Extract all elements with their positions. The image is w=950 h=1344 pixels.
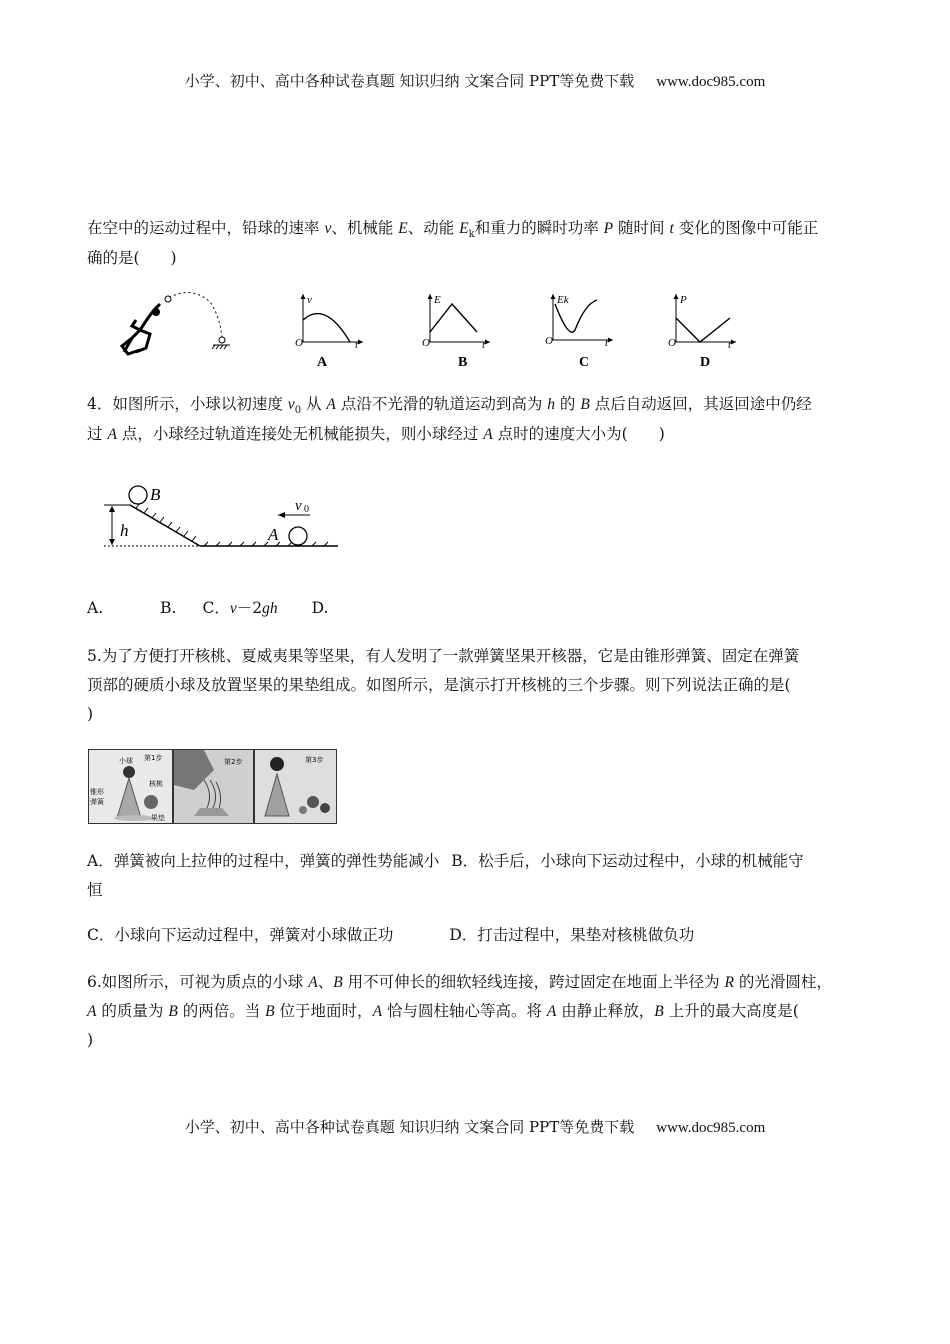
photo-step3 bbox=[254, 749, 337, 824]
shot-top bbox=[165, 296, 171, 302]
svg-text:核桃: 核桃 bbox=[149, 780, 163, 788]
q6-line1: 6.如图所示，可视为质点的小球 A、B 用不可伸长的细软轻线连接，跨过固定在地面上半径为 R 的光滑圆柱， bbox=[87, 973, 832, 991]
svg-text:v: v bbox=[307, 294, 312, 306]
svg-text:O: O bbox=[668, 337, 676, 349]
ball-b bbox=[129, 486, 147, 504]
svg-text:B: B bbox=[458, 355, 468, 370]
svg-text:弹簧: 弹簧 bbox=[90, 798, 104, 806]
photo-step2 bbox=[173, 749, 254, 824]
svg-text:t: t bbox=[355, 339, 359, 351]
q5-line3: ) bbox=[87, 705, 94, 723]
trajectory bbox=[165, 292, 222, 338]
svg-text:O: O bbox=[545, 335, 553, 347]
q4-options: A. B. C．v－2gh D. bbox=[87, 599, 329, 617]
svg-text:v: v bbox=[295, 498, 302, 514]
svg-text:A: A bbox=[317, 355, 328, 370]
q5-line2: 顶部的硬质小球及放置坚果的果垫组成。如图所示，是演示打开核桃的三个步骤。则下列说法正确的是( bbox=[87, 676, 791, 694]
q6-line2: A 的质量为 B 的两倍。当 B 位于地面时，A 恰与圆柱轴心等高。将 A 由静止释放，B 上升的最大高度是( bbox=[87, 1002, 799, 1020]
svg-text:果垫: 果垫 bbox=[151, 814, 165, 822]
page-footer bbox=[0, 1116, 950, 1137]
q5-option-b-cont: 恒 bbox=[87, 881, 103, 899]
q3-line1: 在空中的运动过程中，铅球的速率 v、机械能 E、动能 $E_k$和重力的瞬时功率 P 随时间 t 变化的图像中可能正 bbox=[87, 219, 819, 241]
svg-text:O: O bbox=[422, 337, 430, 349]
header-text: 小学、初中、高中各种试卷真题 知识归纳 文案合同 PPT等免费下载 bbox=[184, 72, 635, 90]
footer-text: 小学、初中、高中各种试卷真题 知识归纳 文案合同 PPT等免费下载 bbox=[184, 1118, 635, 1136]
svg-text:第2步: 第2步 bbox=[224, 758, 243, 766]
page-header bbox=[0, 70, 950, 91]
svg-text:t: t bbox=[605, 337, 609, 349]
svg-text:C: C bbox=[579, 355, 590, 370]
graph-b bbox=[422, 294, 490, 370]
svg-text:t: t bbox=[482, 339, 486, 351]
footer-url[interactable]: www.doc985.com bbox=[656, 1120, 766, 1136]
q5-options-cd: C．小球向下运动过程中，弹簧对小球做正功 D．打击过程中，果垫对核桃做负功 bbox=[87, 926, 695, 944]
photo-step1 bbox=[88, 749, 173, 824]
svg-text:h: h bbox=[120, 521, 129, 540]
svg-text:小球: 小球 bbox=[119, 757, 133, 765]
q3-line2: 确的是( ) bbox=[87, 249, 177, 267]
header-url[interactable]: www.doc985.com bbox=[656, 74, 766, 90]
athlete-figure bbox=[122, 304, 160, 354]
q6-line3: ) bbox=[87, 1031, 94, 1049]
svg-text:锥形: 锥形 bbox=[90, 788, 104, 796]
graph-c bbox=[545, 294, 613, 370]
shot-bottom bbox=[219, 337, 225, 343]
q4-line1: 4．如图所示，小球以初速度 $v_0$ 从 A 点沿不光滑的轨道运动到高为 h 的 B 点后自动返回，其返回途中仍经 bbox=[87, 395, 812, 417]
svg-text:O: O bbox=[295, 337, 303, 349]
svg-text:0: 0 bbox=[304, 504, 309, 515]
q4-figure bbox=[100, 480, 350, 555]
svg-text:Ek: Ek bbox=[557, 294, 569, 306]
ball-a bbox=[289, 527, 307, 545]
q5-options-ab: A．弹簧被向上拉伸的过程中，弹簧的弹性势能减小 B．松手后，小球向下运动过程中，小球的机械能守 bbox=[87, 852, 804, 870]
svg-text:P: P bbox=[680, 294, 687, 306]
svg-text:第1步: 第1步 bbox=[144, 754, 163, 762]
svg-text:第3步: 第3步 bbox=[305, 756, 324, 764]
svg-text:t: t bbox=[728, 339, 732, 351]
svg-text:B: B bbox=[150, 485, 161, 504]
svg-text:E: E bbox=[434, 294, 441, 306]
q3-figure bbox=[110, 290, 750, 372]
svg-text:D: D bbox=[700, 355, 711, 370]
svg-text:A: A bbox=[268, 525, 279, 544]
graph-d bbox=[668, 294, 736, 370]
graph-a bbox=[295, 294, 363, 370]
q4-line2: 过 A 点，小球经过轨道连接处无机械能损失，则小球经过 A 点时的速度大小为( ) bbox=[87, 425, 665, 443]
q5-line1: 5.为了方便打开核桃、夏威夷果等坚果，有人发明了一款弹簧坚果开核器，它是由锥形弹簧、固定在弹簧 bbox=[87, 647, 800, 665]
